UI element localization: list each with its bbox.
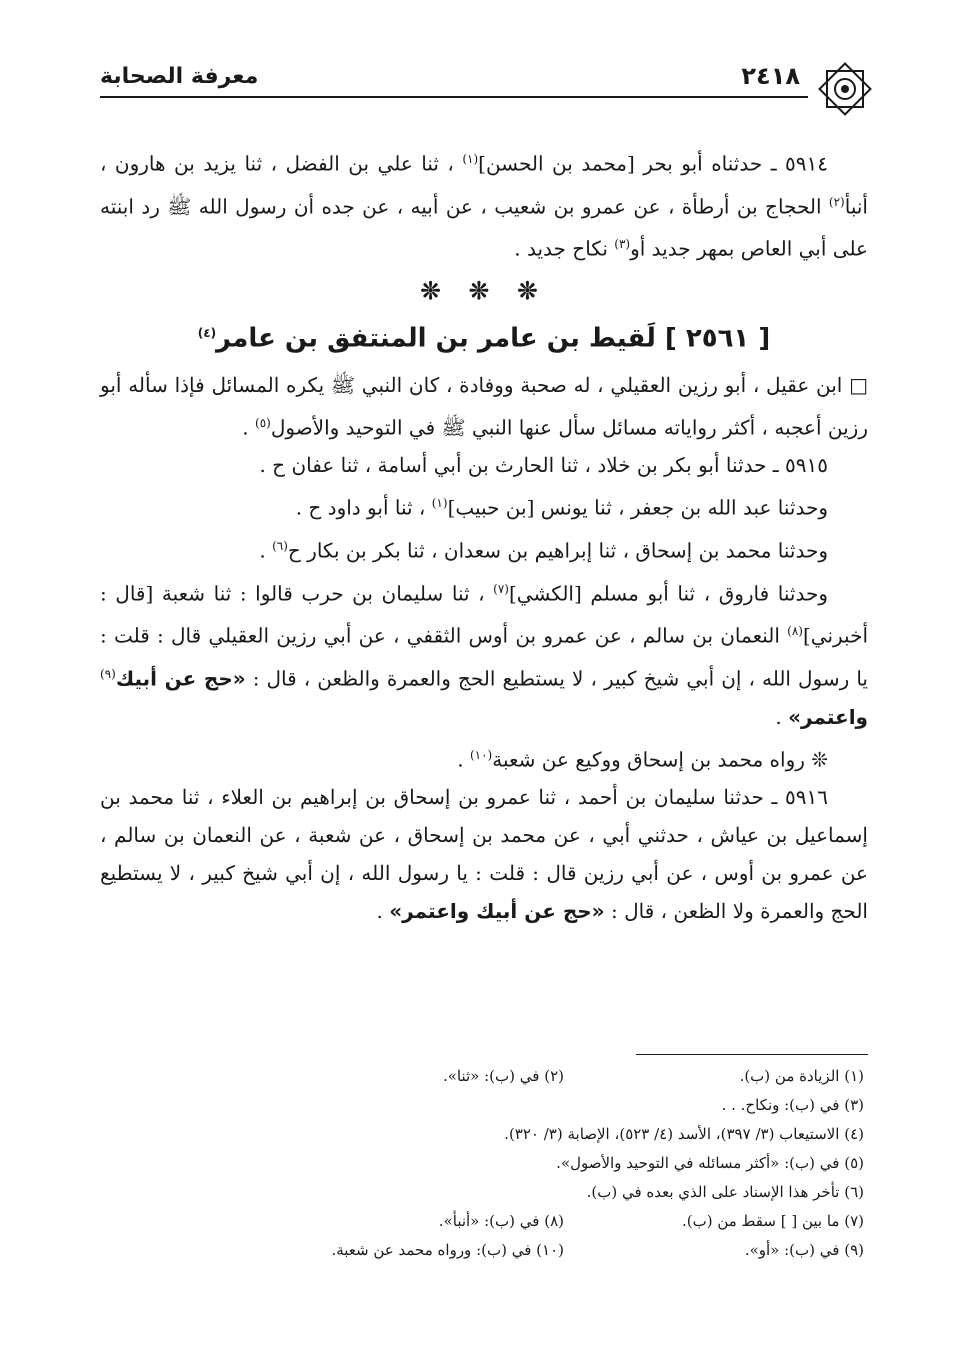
book-title: معرفة الصحابة [100,64,259,89]
main-text [100,140,868,930]
entry-intro: □ ابن عقيل ، أبو رزين العقيلي ، له صحبة ووفادة ، كان النبي ﷺ يكره المسائل فإذا سأله أبو رزين أعجبه ، أكثر رواياته مسائل سأل عنها النبي ﷺ في التوحيد والأصول$^{(٥)}$ . [100,372,868,440]
footnotes [160,1062,864,1265]
footnote-2: (٢) في (ب): «ثنا». [442,1067,564,1085]
riwaya-note: ❊ رواه محمد بن إسحاق ووكيع عن شعبة$^{(١٠)}$ . [457,747,828,772]
chain-1: وحدثنا عبد الله بن جعفر ، ثنا يونس [بن حبيب]$^{(١)}$ ، ثنا أبو داود ح . [295,495,828,520]
footnote-5: (٥) في (ب): «أكثر مسائله في التوحيد والأصول». [556,1154,864,1172]
footnote-10: (١٠) في (ب): ورواه محمد عن شعبة. [331,1241,564,1259]
footnote-8: (٨) في (ب): «أنبأ». [438,1212,564,1230]
chain-3: وحدثنا فاروق ، ثنا أبو مسلم [الكشي]$^{(٧)}$ ، ثنا سليمان بن حرب قالوا : ثنا شعبة [قال : أخبرني]$^{(٨)}$ النعمان بن سالم ، عن عمرو بن أوس الثقفي ، عن أبي رزين العقيلي قال : قلت : يا رسول الله ، إن أبي شيخ كبير ، لا يستطيع الحج والعمرة والظعن ، قال : «حج عن أبيك$^{(٩)}$ واعتمر» . [100,581,868,729]
hadith-5916: ٥٩١٦ ـ حدثنا سليمان بن أحمد ، ثنا عمرو بن إسحاق بن إبراهيم بن العلاء ، ثنا محمد بن إسماعيل بن عياش ، حدثني أبي ، عن محمد بن إسحاق ، عن شعبة ، عن النعمان بن سالم ، عن عمرو بن أوس ، عن أبي رزين قال : قلت : يا رسول الله ، إن أبي شيخ كبير ، لا يستطيع الحج والعمرة ولا الظعن ، قال : «حج عن أبيك واعتمر» . [100,785,868,924]
page-header [100,56,868,100]
footnote-4: (٤) الاستيعاب (٣/ ٣٩٧)، الأسد (٤/ ٥٢٣)، الإصابة (٣/ ٣٢٠). [504,1125,864,1143]
page-number: ٢٤١٨ [741,62,800,90]
octagram-ornament-icon [814,58,876,120]
header-rule [100,96,808,98]
footnote-1: (١) الزيادة من (ب). [739,1067,864,1085]
footnote-6: (٦) تأخر هذا الإسناد على الذي بعده في (ب). [586,1183,864,1201]
footnote-rule [636,1054,868,1055]
chain-2: وحدثنا محمد بن إسحاق ، ثنا إبراهيم بن سعدان ، ثنا بكر بن بكار ح$^{(٦)}$ . [259,538,828,563]
footnote-7: (٧) ما بين [ ] سقط من (ب). [681,1212,864,1230]
footnote-9: (٩) في (ب): «أو». [744,1241,864,1259]
entry-title: [ ٢٥٦١ ] لَقيط بن عامر بن المنتفق بن عامر$^{(٤)}$ [197,323,771,354]
section-separator-stars: ❊ ❊ ❊ [420,275,548,305]
hadith-5914: ٥٩١٤ ـ حدثناه أبو بحر [محمد بن الحسن]$^{(١)}$ ، ثنا علي بن الفضل ، ثنا يزيد بن هارون ، أنبأ$^{(٢)}$ الحجاج بن أرطأة ، عن عمرو بن شعيب ، عن أبيه ، عن جده أن رسول الله ﷺ رد ابنته على أبي العاص بمهر جديد أو$^{(٣)}$ نكاح جديد . [100,151,868,261]
footnote-3: (٣) في (ب): ونكاح. . . [721,1096,864,1114]
hadith-5915: ٥٩١٥ ـ حدثنا أبو بكر بن خلاد ، ثنا الحارث بن أبي أسامة ، ثنا عفان ح . [259,453,828,478]
